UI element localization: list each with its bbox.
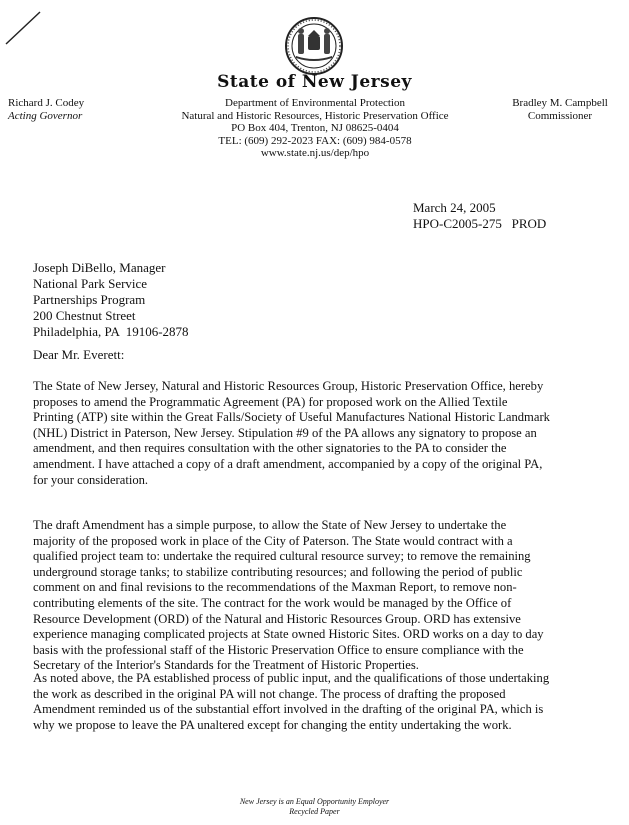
address-line: 200 Chestnut Street: [33, 308, 136, 323]
paragraph-line: why we propose to leave the PA unaltered except for changing the entity undertaking the work.: [33, 717, 512, 732]
commissioner-name: Bradley M. Campbell: [512, 97, 608, 109]
governor-title: Acting Governor: [8, 110, 83, 122]
agency-line: TEL: (609) 292-2023 FAX: (609) 984-0578: [218, 134, 412, 147]
body-paragraph-3: [33, 671, 608, 733]
paragraph-line: contributing elements of the site. The contract for the work would be managed by the Office of: [33, 595, 512, 610]
body-paragraph-2: [33, 518, 608, 674]
agency-line: Department of Environmental Protection: [225, 97, 405, 109]
paragraph-line: Secretary of the Interior's Standards for the Treatment of Historic Properties.: [33, 658, 419, 673]
address-line: Partnerships Program: [33, 292, 146, 307]
paragraph-line: Printing (ATP) site within the Great Falls/Society of Useful Manufactures National Historic Landmark: [33, 410, 550, 425]
date-block: [413, 200, 546, 232]
agency-block: [150, 97, 480, 160]
paragraph-line: the work as described in the original PA will not change. The process of drafting the proposed: [33, 686, 506, 701]
paragraph-line: proposes to amend the Programmatic Agreement (PA) for proposed work on the Allied Textile: [33, 394, 508, 409]
body-paragraph-1: [33, 379, 608, 488]
paragraph-line: underground storage tanks; to stabilize contributing resources; and following the period of public: [33, 564, 523, 579]
paragraph-line: comment on and final revisions to the recommendations of the Maxman Report, to remove non-: [33, 580, 517, 595]
paragraph-line: As noted above, the PA established process of public input, and the qualifications of those undertaking: [33, 671, 550, 685]
pen-mark: [4, 8, 44, 48]
paragraph-line: basis with the professional staff of the Historic Preservation Office to ensure compliance with the: [33, 642, 524, 657]
governor-name: Richard J. Codey: [8, 97, 85, 109]
paragraph-line: Resource Development (ORD) of the Natural and Historic Resources Group. ORD has extensive: [33, 611, 521, 626]
reference-number: HPO-C2005-275 PROD: [413, 216, 547, 231]
governor-block: [8, 97, 118, 123]
state-seal-icon: [284, 16, 344, 76]
paragraph-line: amendment. I have attached a copy of a draft amendment, accompanied by a copy of the original PA,: [33, 456, 543, 471]
address-line: Philadelphia, PA 19106-2878: [33, 324, 189, 339]
paragraph-line: The draft Amendment has a simple purpose, to allow the State of New Jersey to undertake the: [33, 518, 507, 532]
paragraph-line: for your consideration.: [33, 472, 149, 487]
agency-line: Natural and Historic Resources, Historic Preservation Office: [181, 109, 449, 122]
letter-date: March 24, 2005: [413, 200, 496, 215]
paragraph-line: majority of the proposed work in place of the City of Paterson. The State would contract with a: [33, 533, 513, 548]
commissioner-block: [495, 97, 625, 123]
paragraph-line: amendment, and then requires consultation with the other signatories to the PA to consider the: [33, 441, 507, 456]
address-line: National Park Service: [33, 276, 148, 291]
paragraph-line: experience managing complicated projects at State owned Historic Sites. ORD works on a day to day: [33, 627, 544, 642]
address-line: Joseph DiBello, Manager: [33, 260, 166, 275]
paragraph-line: The State of New Jersey, Natural and Historic Resources Group, Historic Preservation Office, hereby: [33, 379, 544, 393]
paragraph-line: Amendment reminded us of the substantial effort involved in the drafting of the original PA, which is: [33, 702, 544, 717]
footer-recycled: Recycled Paper: [289, 807, 340, 816]
letterhead-title: State of New Jersey: [217, 72, 412, 92]
salutation: Dear Mr. Everett:: [33, 347, 125, 362]
paragraph-line: (NHL) District in Paterson, New Jersey. Stipulation #9 of the PA allows any signatory to propose an: [33, 425, 537, 440]
footer: [0, 797, 629, 817]
paragraph-line: qualified project team to: undertake the required cultural resource survey; to remove the remaining: [33, 549, 531, 564]
footer-eeo: New Jersey is an Equal Opportunity Employer: [239, 797, 390, 806]
commissioner-title: Commissioner: [527, 110, 593, 122]
agency-website: www.state.nj.us/dep/hpo: [260, 147, 370, 159]
agency-line: PO Box 404, Trenton, NJ 08625-0404: [231, 122, 399, 134]
recipient-address: [33, 260, 189, 340]
